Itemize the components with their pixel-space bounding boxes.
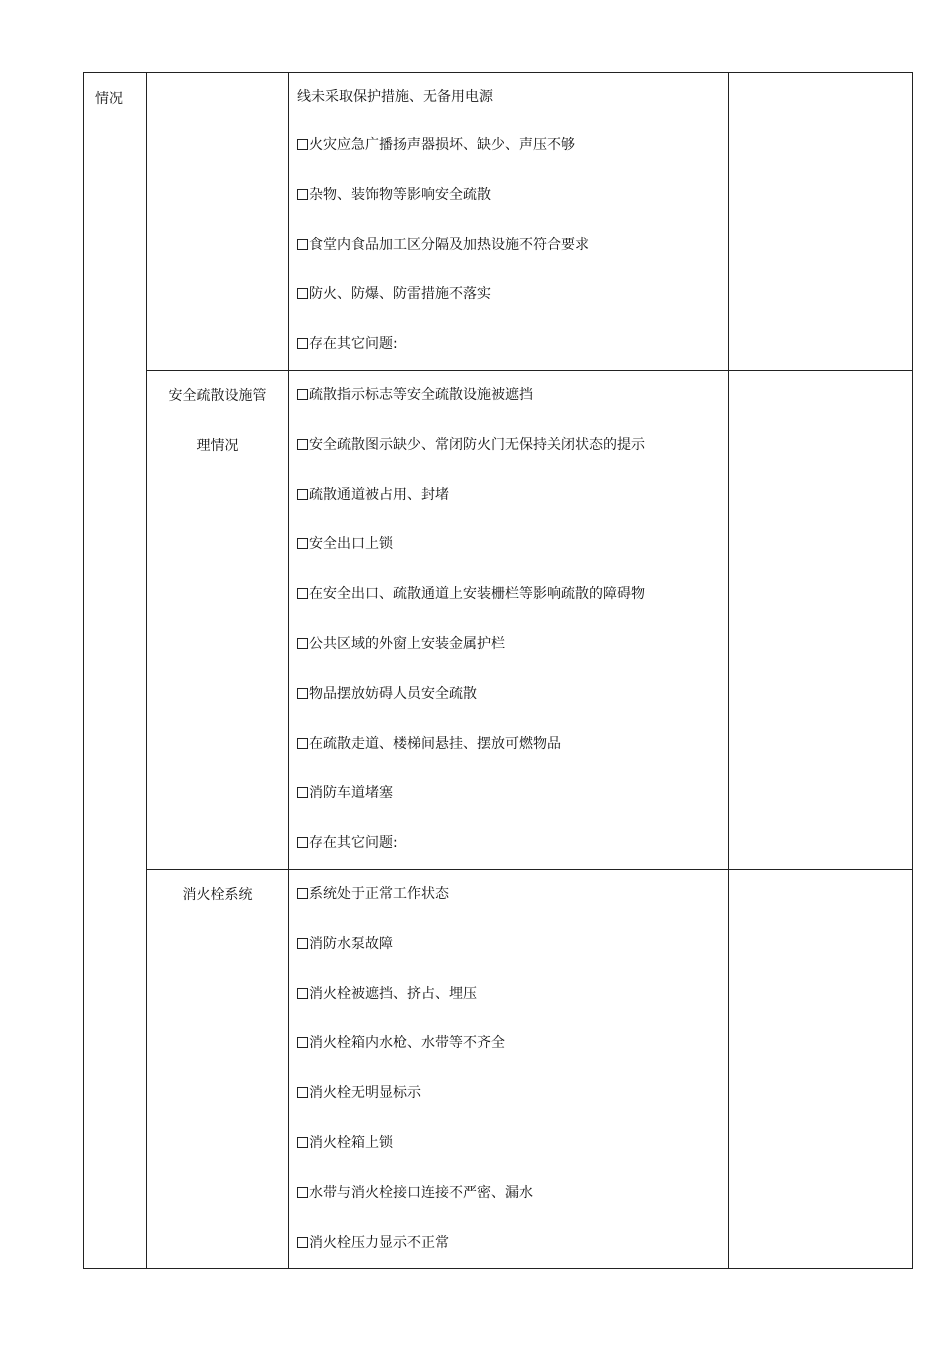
checklist-item[interactable]: 存在其它问题: (297, 819, 728, 869)
checkbox[interactable] (297, 189, 308, 200)
checklist (289, 73, 728, 370)
checkbox[interactable] (297, 239, 308, 250)
checkbox[interactable] (297, 738, 308, 749)
remarks-cell-2[interactable] (729, 869, 913, 1268)
checkbox[interactable] (297, 1137, 308, 1148)
checkbox[interactable] (297, 338, 308, 349)
checklist-item[interactable]: 水带与消火栓接口连接不严密、漏水 (297, 1169, 728, 1219)
checkbox[interactable] (297, 538, 308, 549)
section-title-cell-2 (147, 869, 289, 1268)
table-row (84, 869, 913, 1268)
checklist-item[interactable]: 食堂内食品加工区分隔及加热设施不符合要求 (297, 221, 728, 271)
remarks-cell-0[interactable] (729, 73, 913, 371)
checklist-item[interactable]: 消火栓被遮挡、挤占、埋压 (297, 970, 728, 1020)
checkbox[interactable] (297, 638, 308, 649)
checkbox[interactable] (297, 837, 308, 848)
checklist-item[interactable]: 防火、防爆、防雷措施不落实 (297, 270, 728, 320)
table-row (84, 73, 913, 371)
checklist-item[interactable]: 消火栓箱内水枪、水带等不齐全 (297, 1019, 728, 1069)
checkbox[interactable] (297, 888, 308, 899)
section-title-cell-0 (147, 73, 289, 371)
continuation-text: 线未采取保护措施、无备用电源 (297, 89, 493, 105)
section-title-line: 消火栓系统 (182, 886, 253, 903)
items-cell-1 (289, 371, 729, 870)
checklist-item[interactable]: 安全疏散图示缺少、常闭防火门无保持关闭状态的提示 (297, 421, 728, 471)
checklist-item[interactable]: 系统处于正常工作状态 (297, 870, 728, 920)
items-cell-2 (289, 869, 729, 1268)
table-row (84, 371, 913, 870)
checkbox[interactable] (297, 139, 308, 150)
checklist-item[interactable]: 消火栓无明显标示 (297, 1069, 728, 1119)
checkbox[interactable] (297, 439, 308, 450)
checklist-item[interactable]: 杂物、装饰物等影响安全疏散 (297, 171, 728, 221)
section-title-cell-1 (147, 371, 289, 870)
items-cell-0 (289, 73, 729, 371)
checklist-item[interactable]: 公共区域的外窗上安装金属护栏 (297, 620, 728, 670)
checklist (289, 371, 728, 869)
checkbox[interactable] (297, 1237, 308, 1248)
checklist-item[interactable]: 火灾应急广播扬声器损坏、缺少、声压不够 (297, 121, 728, 171)
checklist-item[interactable]: 消火栓压力显示不正常 (297, 1219, 728, 1269)
section-title (147, 371, 288, 471)
category-cell (84, 73, 147, 1269)
checklist-item[interactable]: 消火栓箱上锁 (297, 1119, 728, 1169)
checkbox[interactable] (297, 1187, 308, 1198)
section-title-line: 安全疏散设施管 (168, 388, 267, 404)
inspection-table (83, 72, 913, 1269)
checkbox[interactable] (297, 1037, 308, 1048)
checkbox[interactable] (297, 1087, 308, 1098)
checklist-item[interactable]: 存在其它问题: (297, 320, 728, 370)
remarks-cell-1[interactable] (729, 371, 913, 870)
checkbox[interactable] (297, 688, 308, 699)
checkbox[interactable] (297, 588, 308, 599)
checklist-item[interactable]: 在疏散走道、楼梯间悬挂、摆放可燃物品 (297, 720, 728, 770)
checklist-item[interactable]: 在安全出口、疏散通道上安装栅栏等影响疏散的障碍物 (297, 570, 728, 620)
category-label: 情况 (95, 91, 123, 107)
checklist-item[interactable]: 消防车道堵塞 (297, 769, 728, 819)
checkbox[interactable] (297, 489, 308, 500)
section-title (147, 870, 288, 920)
checklist-item[interactable]: 物品摆放妨碍人员安全疏散 (297, 670, 728, 720)
checklist-item[interactable]: 疏散通道被占用、封堵 (297, 471, 728, 521)
checkbox[interactable] (297, 988, 308, 999)
checkbox[interactable] (297, 787, 308, 798)
checklist-item[interactable]: 疏散指示标志等安全疏散设施被遮挡 (297, 371, 728, 421)
checkbox[interactable] (297, 938, 308, 949)
checklist-item[interactable]: 消防水泵故障 (297, 920, 728, 970)
checklist-item[interactable]: 安全出口上锁 (297, 520, 728, 570)
checkbox[interactable] (297, 389, 308, 400)
checklist (289, 870, 728, 1268)
section-title-line: 理情况 (196, 438, 239, 454)
checkbox[interactable] (297, 288, 308, 299)
